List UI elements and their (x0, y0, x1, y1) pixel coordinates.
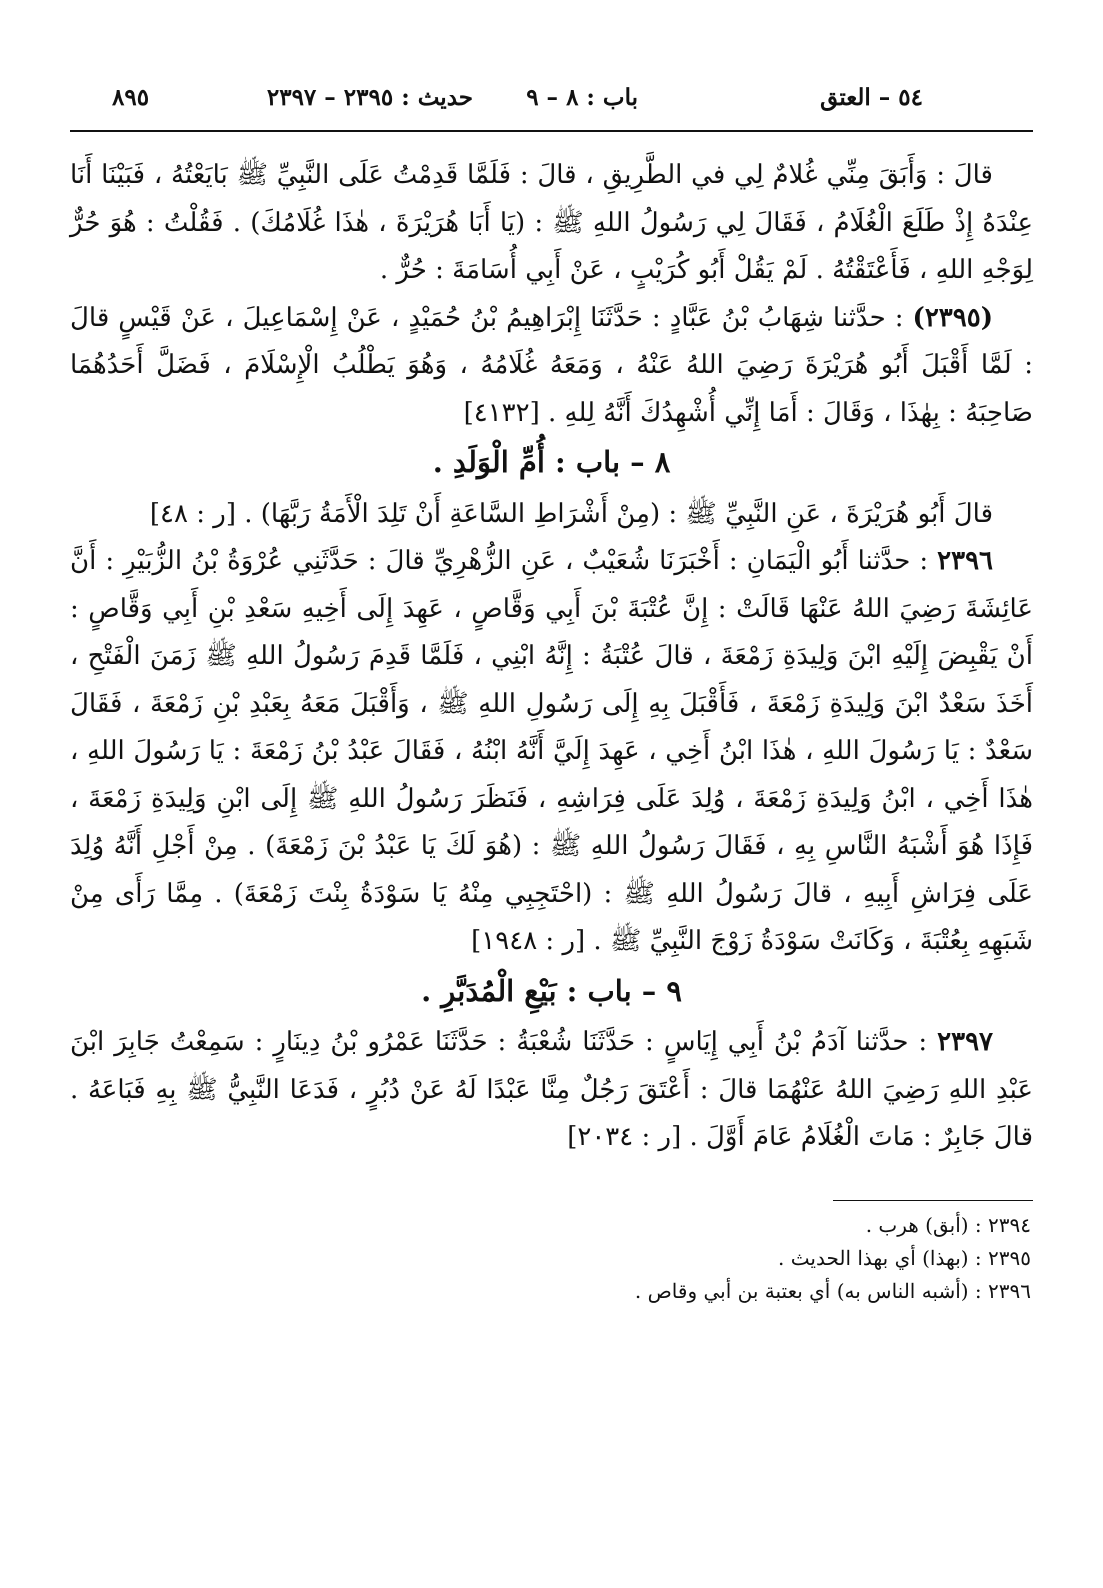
hadith-text: : حدَّثنا أَبُو الْيَمَانِ : أَخْبَرَنَا شُعَيْبٌ ، عَنِ الزُّهْرِيِّ قالَ : حَدَّثَنِي عُرْوَةُ بْنُ الزُّبَيْرِ : أَنَّ عَائِشَةَ رَضِيَ اللهُ عَنْهَا قَالَتْ : إِنَّ عُتْبَةَ بْنَ أَبِي وَقَّاصٍ ، عَهِدَ إِلَى أَخِيهِ سَعْدِ بْنِ أَبِي وَقَّاصٍ : أَنْ يَقْبِضَ إِلَيْهِ ابْنَ وَلِيدَةِ زَمْعَةَ ، قالَ عُتْبَةُ : إِنَّهُ ابْنِي ، فَلَمَّا قَدِمَ رَسُولُ اللهِ ﷺ زَمَنَ الْفَتْحِ ، أَخَذَ سَعْدٌ ابْنَ وَلِيدَةِ زَمْعَةَ ، فَأَقْبَلَ بِهِ إِلَى رَسُولِ اللهِ ﷺ ، وَأَقْبَلَ مَعَهُ بِعَبْدِ بْنِ زَمْعَةَ ، فَقَالَ سَعْدٌ : يَا رَسُولَ اللهِ ، هٰذَا ابْنُ أَخِي ، عَهِدَ إِلَيَّ أَنَّهُ ابْنُهُ ، فَقَالَ عَبْدُ بْنُ زَمْعَةَ : يَا رَسُولَ اللهِ ، هٰذَا أَخِي ، ابْنُ وَلِيدَةِ زَمْعَةَ ، وُلِدَ عَلَى فِرَاشِهِ ، فَنَظَرَ رَسُولُ اللهِ ﷺ إِلَى ابْنِ وَلِيدَةِ زَمْعَةَ ، فَإِذَا هُوَ أَشْبَهُ النَّاسِ بِهِ ، فَقَالَ رَسُولُ اللهِ ﷺ : (هُوَ لَكَ يَا عَبْدُ بْنَ زَمْعَةَ) . مِنْ أَجْلِ أَنَّهُ وُلِدَ عَلَى فِرَاشِ أَبِيهِ ، قالَ رَسُولُ اللهِ ﷺ : (احْتَجِبِي مِنْهُ يَا سَوْدَةُ بِنْتَ زَمْعَةَ) . مِمَّا رَأَى مِنْ شَبَهِهِ بِعُتْبَةَ ، وَكَانَتْ سَوْدَةُ زَوْجَ النَّبِيِّ ﷺ . [ر : ١٩٤٨] (70, 546, 1033, 956)
hadith-range: حديث : ٢٣٩٥ – ٢٣٩٧ (266, 84, 473, 111)
chapter-heading-9: ٩ – باب : بَيْعِ الْمُدَبَّرِ . (421, 973, 682, 1008)
chapter-heading-8: ٨ – باب : أُمِّ الْوَلَدِ . (432, 445, 671, 479)
hadith-number: ٢٣٩٦ (937, 546, 993, 576)
hadith-number: ٢٣٩٧ (937, 1027, 993, 1057)
chapter-title: ٥٤ – العتق (820, 84, 923, 111)
hadith-number: (٢٣٩٥) (912, 302, 993, 333)
bab-range: باب : ٨ – ٩ (526, 84, 638, 111)
main-text (70, 152, 1033, 1162)
hadith-2397 (70, 1019, 1033, 1162)
paragraph-2394-end: قالَ : وَأَبَقَ مِنِّي غُلامٌ لِي في الطَّرِيقِ ، قالَ : فَلَمَّا قَدِمْتُ عَلَى النَّبِيِّ ﷺ بَايَعْتُهُ ، فَبَيْنَا أَنَا عِنْدَهُ إِذْ طَلَعَ الْغُلَامُ ، فَقَالَ لِي رَسُولُ اللهِ ﷺ : (يَا أَبَا هُرَيْرَةَ ، هٰذَا غُلَامُكَ) . فَقُلْتُ : هُوَ حُرٌّ لِوَجْهِ اللهِ ، فَأَعْتَقْتُهُ . لَمْ يَقُلْ أَبُو كُرَيْبٍ ، عَنْ أَبِي أُسَامَةَ : حُرٌّ . (70, 160, 1033, 285)
header-rule (70, 130, 1033, 132)
footnote-item: ٢٣٩٦ : (أشبه الناس به) أي بعتبة بن أبي وقاص . (634, 1278, 1031, 1303)
hadith-2396 (70, 538, 1033, 966)
hadith-text: : حدَّثنا شِهَابُ بْنُ عَبَّادٍ : حَدَّثَنَا إِبْرَاهِيمُ بْنُ حُمَيْدٍ ، عَنْ إِسْمَاعِيلَ ، عَنْ قَيْسٍ قالَ : لَمَّا أَقْبَلَ أَبُو هُرَيْرَةَ رَضِيَ اللهُ عَنْهُ ، وَمَعَهُ غُلَامُهُ ، وَهُوَ يَطْلُبُ الْإِسْلَامَ ، فَضَلَّ أَحَدُهُمَا صَاحِبَهُ : بِهٰذَا ، وَقَالَ : أَمَا إِنِّي أُشْهِدُكَ أَنَّهُ لِلهِ . [٤١٣٢] (70, 302, 1033, 428)
hadith-text: : حدَّثنا آدَمُ بْنُ أَبِي إِيَاسٍ : حَدَّثَنَا شُعْبَةُ : حَدَّثَنَا عَمْرُو بْنُ دِينَارٍ : سَمِعْتُ جَابِرَ ابْنَ عَبْدِ اللهِ رَضِيَ اللهُ عَنْهُمَا قالَ : أَعْتَقَ رَجُلٌ مِنَّا عَبْدًا لَهُ عَنْ دُبُرٍ ، فَدَعَا النَّبِيُّ ﷺ بِهِ فَبَاعَهُ . قالَ جَابِرٌ : مَاتَ الْغُلَامُ عَامَ أَوَّلَ . [ر : ٢٠٣٤] (70, 1027, 1033, 1152)
footnote-item: ٢٣٩٥ : (بهذا) أي بهذا الحديث . (778, 1245, 1031, 1270)
footnote-item: ٢٣٩٤ : (أبق) هرب . (865, 1212, 1031, 1237)
footnotes (70, 1209, 1031, 1308)
footnote-rule (833, 1200, 1033, 1201)
running-header (70, 78, 1033, 118)
chapter-8-intro: قالَ أَبُو هُرَيْرَةَ ، عَنِ النَّبِيِّ ﷺ : (مِنْ أَشْرَاطِ السَّاعَةِ أَنْ تَلِدَ الْأَمَةُ رَبَّهَا) . [ر : ٤٨] (149, 498, 993, 529)
page-number: ٨٩٥ (112, 84, 150, 111)
hadith-2395 (70, 295, 1033, 438)
